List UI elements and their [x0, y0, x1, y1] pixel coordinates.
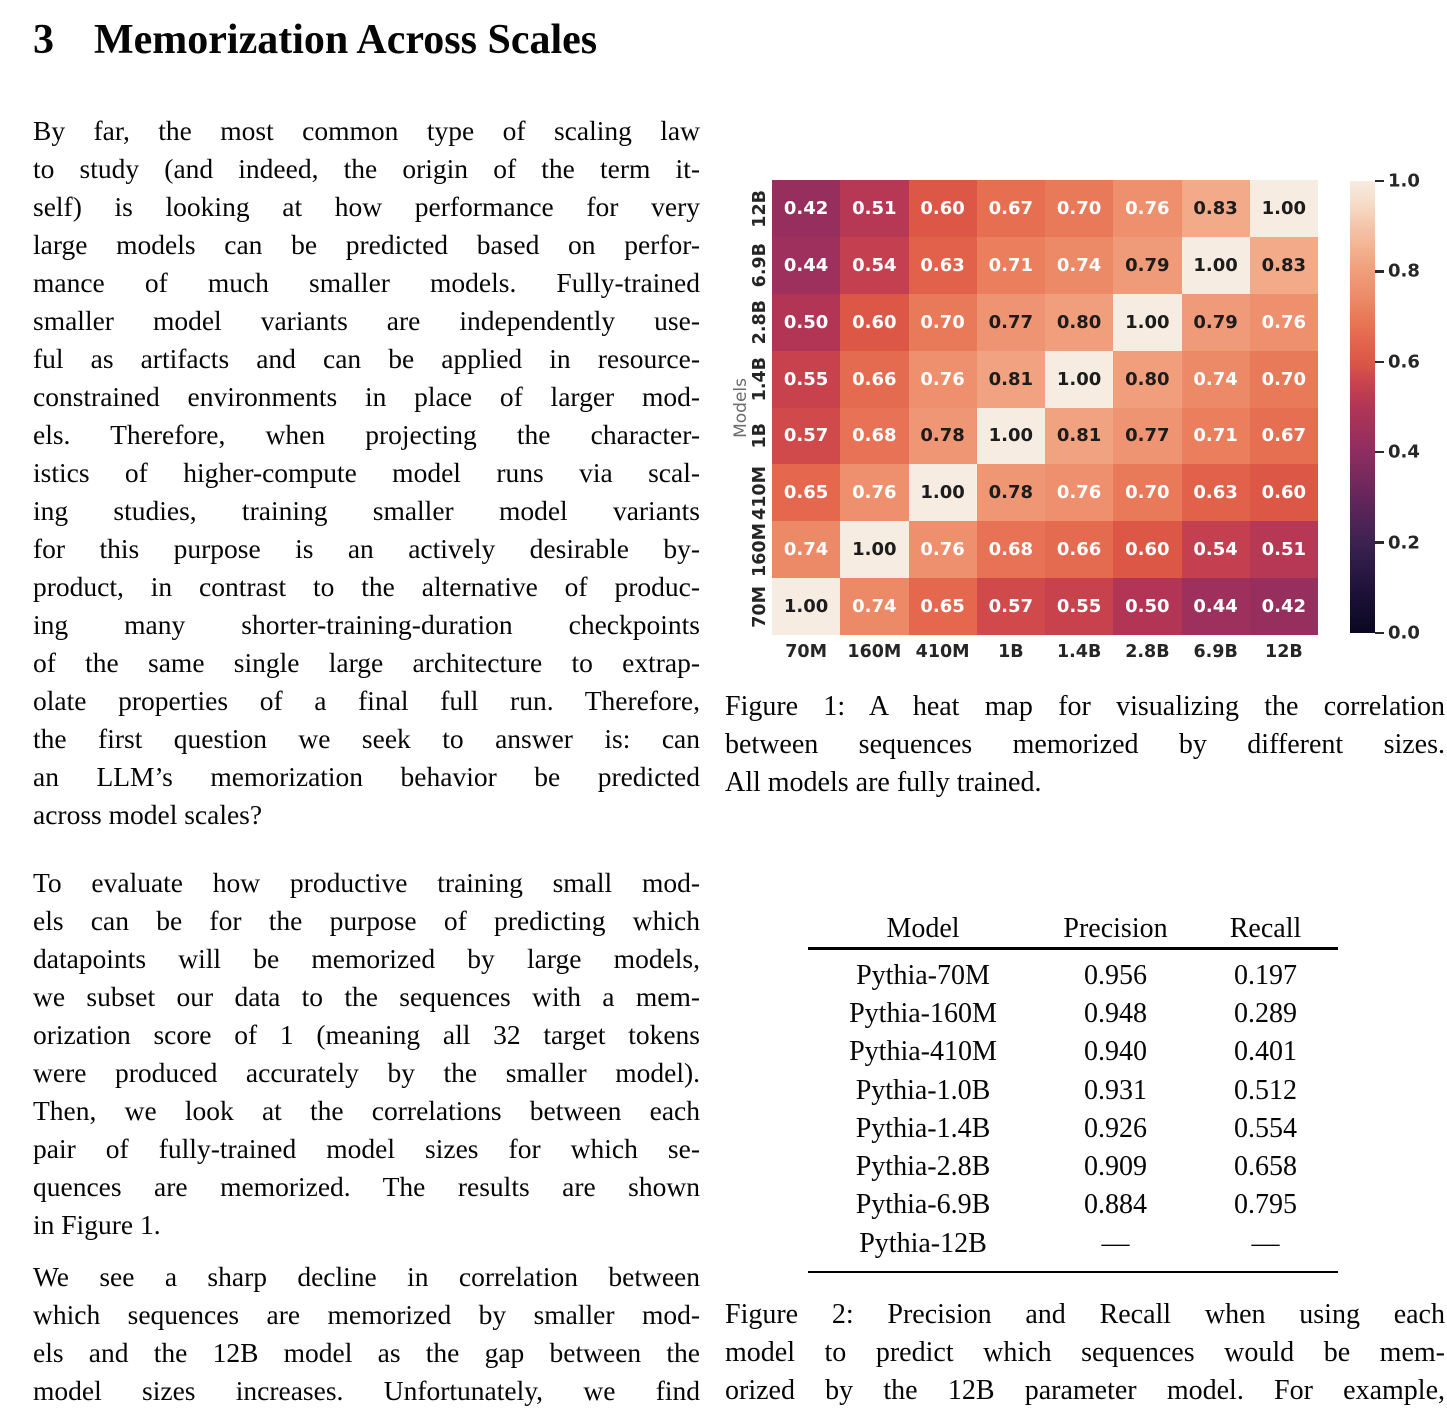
heatmap-cell: 0.76	[909, 351, 977, 408]
heatmap-y-tick	[749, 464, 771, 521]
text-line: Figure 1: A heat map for visualizing the correlation	[725, 691, 1445, 722]
heatmap-y-tick-label: 1B	[750, 423, 770, 449]
heatmap-cell: 0.76	[840, 464, 908, 521]
text-line: model to predict which sequences would be mem-	[725, 1337, 1445, 1368]
text-line: an LLM’s memorization behavior be predicted	[33, 761, 700, 792]
heatmap-cell: 0.79	[1182, 294, 1250, 351]
text-line: quences are memorized. The results are shown	[33, 1171, 700, 1202]
table-row	[808, 1148, 1338, 1186]
table-row	[808, 1071, 1338, 1109]
heatmap-cell: 1.00	[1182, 237, 1250, 294]
heatmap-y-tick	[749, 294, 771, 351]
heatmap-cell: 0.81	[977, 351, 1045, 408]
heatmap-x-tick-label: 160M	[847, 642, 902, 662]
heatmap-cell: 0.70	[1113, 464, 1181, 521]
heatmap-cell: 0.42	[1250, 578, 1318, 635]
table-cell-model: Pythia-2.8B	[855, 1151, 991, 1183]
heatmap-y-tick-label: 6.9B	[750, 243, 770, 288]
heatmap-y-tick-label: 1.4B	[750, 356, 770, 402]
colorbar-tick-mark	[1375, 361, 1384, 364]
heatmap-cell: 0.63	[909, 237, 977, 294]
heatmap-y-tick-label: 410M	[750, 465, 770, 520]
heatmap-cell: 1.00	[1250, 180, 1318, 237]
colorbar-tick-label: 1.0	[1388, 170, 1420, 192]
colorbar-tick-mark	[1375, 632, 1384, 635]
heatmap-cell: 0.54	[1182, 521, 1250, 578]
heatmap-y-tick	[749, 237, 771, 294]
text-line: in Figure 1.	[33, 1209, 161, 1240]
table-cell-model: Pythia-70M	[856, 959, 990, 991]
text-line: els can be for the purpose of predicting which	[33, 905, 700, 936]
table-row	[808, 1186, 1338, 1224]
heatmap-cell: 0.57	[977, 578, 1045, 635]
heatmap-x-tick-label: 70M	[785, 642, 828, 662]
table-header-cell: Recall	[1229, 912, 1302, 944]
text-line: By far, the most common type of scaling law	[33, 115, 700, 146]
text-line: large models can be predicted based on perfor-	[33, 229, 700, 260]
heatmap-y-tick	[749, 521, 771, 578]
text-line: All models are fully trained.	[725, 767, 1042, 798]
heatmap-cell: 0.78	[909, 408, 977, 465]
heatmap-cell: 0.50	[1113, 578, 1181, 635]
heatmap-y-tick	[749, 351, 771, 408]
table-row	[808, 957, 1338, 995]
heatmap-cell: 0.76	[1250, 294, 1318, 351]
colorbar-tick-label: 0.2	[1388, 532, 1420, 554]
heatmap-cell: 0.76	[1113, 180, 1181, 237]
body-paragraph-3	[33, 1258, 700, 1410]
heatmap-x-tick-label: 6.9B	[1193, 642, 1238, 662]
text-line: Then, we look at the correlations between each	[33, 1095, 700, 1126]
heatmap-y-tick-label: 12B	[750, 189, 770, 228]
heatmap-cell: 0.60	[840, 294, 908, 351]
heatmap-cell: 0.70	[1250, 351, 1318, 408]
colorbar-tick-mark	[1375, 541, 1384, 544]
text-line: mance of much smaller models. Fully-trained	[33, 267, 700, 298]
section-heading	[33, 16, 597, 64]
heatmap-cell: 0.67	[1250, 408, 1318, 465]
heatmap-cell: 0.71	[977, 237, 1045, 294]
table-cell-recall: 0.289	[1234, 997, 1297, 1029]
table-cell-precision: 0.931	[1084, 1074, 1147, 1106]
heatmap-cell: 0.66	[840, 351, 908, 408]
text-line: constrained environments in place of larger mod-	[33, 381, 700, 412]
text-line: istics of higher-compute model runs via scal-	[33, 457, 700, 488]
heatmap-y-tick-label: 160M	[750, 522, 770, 577]
text-line: model sizes increases. Unfortunately, we find	[33, 1375, 700, 1406]
heatmap-x-tick-label: 2.8B	[1125, 642, 1170, 662]
heatmap-cell: 0.51	[1250, 521, 1318, 578]
table-row	[808, 995, 1338, 1033]
heatmap-cell: 0.81	[1045, 408, 1113, 465]
colorbar-tick-mark	[1375, 270, 1384, 273]
text-line: of the same single large architecture to extrap-	[33, 647, 700, 678]
heatmap-cell: 1.00	[840, 521, 908, 578]
heatmap-cell: 0.77	[1113, 408, 1181, 465]
table-row	[808, 1225, 1338, 1263]
text-line: ing studies, training smaller model variants	[33, 495, 700, 526]
text-line: datapoints will be memorized by large models,	[33, 943, 700, 974]
heatmap-y-tick-label: 70M	[750, 585, 770, 628]
heatmap-cell: 0.66	[1045, 521, 1113, 578]
table-cell-recall: —	[1251, 1227, 1280, 1259]
table-cell-model: Pythia-6.9B	[855, 1189, 991, 1221]
text-line: smaller model variants are independently use-	[33, 305, 700, 336]
text-line: orized by the 12B parameter model. For example,	[725, 1375, 1445, 1406]
text-line: were produced accurately by the smaller model).	[33, 1057, 700, 1088]
colorbar-tick-label: 0.8	[1388, 260, 1420, 282]
text-line: We see a sharp decline in correlation between	[33, 1261, 700, 1292]
heatmap-cell: 0.67	[977, 180, 1045, 237]
heatmap-cell: 0.60	[1113, 521, 1181, 578]
text-line: we subset our data to the sequences with a mem-	[33, 981, 700, 1012]
heatmap-cell: 1.00	[977, 408, 1045, 465]
heatmap-colorbar	[1350, 181, 1375, 633]
heatmap-x-tick-label: 12B	[1265, 642, 1303, 662]
heatmap-cell: 0.76	[1045, 464, 1113, 521]
table-cell-recall: 0.197	[1234, 959, 1297, 991]
heatmap-cell: 0.63	[1182, 464, 1250, 521]
heatmap-cell: 0.70	[1045, 180, 1113, 237]
text-line: product, in contrast to the alternative of produc-	[33, 571, 700, 602]
table-cell-model: Pythia-1.0B	[855, 1074, 991, 1106]
table-cell-recall: 0.795	[1234, 1189, 1297, 1221]
heatmap-x-tick-label: 1.4B	[1056, 642, 1102, 662]
heatmap-cell: 1.00	[772, 578, 840, 635]
heatmap-cell: 0.65	[772, 464, 840, 521]
colorbar-tick-label: 0.0	[1388, 622, 1420, 644]
heatmap-cell: 0.42	[772, 180, 840, 237]
heatmap-cell: 0.57	[772, 408, 840, 465]
table-cell-model: Pythia-1.4B	[855, 1112, 991, 1144]
table-cell-precision: 0.884	[1084, 1189, 1147, 1221]
heatmap-y-tick	[749, 578, 771, 635]
text-line: which sequences are memorized by smaller mod-	[33, 1299, 700, 1330]
heatmap-cell: 1.00	[1045, 351, 1113, 408]
heatmap-cell: 0.74	[772, 521, 840, 578]
heatmap-column-labels	[772, 640, 1318, 664]
heatmap-cell: 0.70	[909, 294, 977, 351]
heatmap-cell: 0.44	[1182, 578, 1250, 635]
text-line: across model scales?	[33, 799, 263, 830]
table-cell-recall: 0.658	[1234, 1151, 1297, 1183]
heatmap-cell: 0.68	[840, 408, 908, 465]
heatmap-cell: 0.60	[909, 180, 977, 237]
heatmap-cell: 0.71	[1182, 408, 1250, 465]
heatmap-cell: 0.83	[1182, 180, 1250, 237]
text-line: olate properties of a final full run. Therefore,	[33, 685, 700, 716]
heatmap-cell: 0.50	[772, 294, 840, 351]
colorbar-tick-mark	[1375, 451, 1384, 454]
heatmap-cell: 0.80	[1045, 294, 1113, 351]
table-cell-recall: 0.512	[1234, 1074, 1297, 1106]
table-cell-precision: 0.940	[1084, 1036, 1147, 1068]
heatmap-x-tick-label: 410M	[915, 642, 970, 662]
section-title-text: Memorization Across Scales	[94, 17, 598, 63]
heatmap-cell: 0.77	[977, 294, 1045, 351]
heatmap-cell: 0.68	[977, 521, 1045, 578]
heatmap-cell: 0.74	[1045, 237, 1113, 294]
heatmap-cell: 0.83	[1250, 237, 1318, 294]
table-bottom-rule	[808, 1271, 1338, 1274]
heatmap-cell: 0.65	[909, 578, 977, 635]
heatmap-x-tick-label: 1B	[998, 642, 1024, 662]
table-row	[808, 1033, 1338, 1071]
table-cell-model: Pythia-410M	[849, 1036, 997, 1068]
figure1-caption	[725, 688, 1445, 802]
text-line: ful as artifacts and can be applied in resource-	[33, 343, 700, 374]
body-paragraph-1	[33, 112, 700, 834]
heatmap-y-axis-label-text: Models	[731, 377, 751, 438]
text-line: orization score of 1 (meaning all 32 target tokens	[33, 1019, 700, 1050]
table-header-row	[808, 910, 1338, 947]
table-cell-precision: 0.956	[1084, 959, 1147, 991]
heatmap-cell: 0.80	[1113, 351, 1181, 408]
table-body	[808, 950, 1338, 1263]
text-line: between sequences memorized by different sizes.	[725, 729, 1445, 760]
heatmap-cell: 0.55	[1045, 578, 1113, 635]
heatmap-cell: 0.51	[840, 180, 908, 237]
colorbar-tick-mark	[1375, 180, 1384, 183]
table-cell-precision: —	[1101, 1227, 1130, 1259]
colorbar-tick-label: 0.4	[1388, 441, 1420, 463]
section-number: 3	[33, 17, 54, 63]
table-cell-model: Pythia-12B	[859, 1227, 987, 1259]
text-line: To evaluate how productive training small mod-	[33, 867, 700, 898]
heatmap-cell: 0.78	[977, 464, 1045, 521]
heatmap-row-labels	[749, 180, 771, 635]
heatmap-cell: 0.60	[1250, 464, 1318, 521]
text-line: for this purpose is an actively desirable by-	[33, 533, 700, 564]
table-cell-model: Pythia-160M	[849, 997, 997, 1029]
table-cell-precision: 0.909	[1084, 1151, 1147, 1183]
heatmap-cell: 0.74	[1182, 351, 1250, 408]
body-paragraph-2	[33, 864, 700, 1244]
figure2-caption	[725, 1296, 1445, 1410]
heatmap-y-axis-label	[731, 180, 751, 635]
text-line: els. Therefore, when projecting the character-	[33, 419, 700, 450]
colorbar-tick-label: 0.6	[1388, 351, 1420, 373]
precision-recall-table	[808, 910, 1338, 1273]
table-header-cell: Model	[886, 912, 960, 944]
heatmap-cell: 0.54	[840, 237, 908, 294]
text-line: ing many shorter-training-duration checkpoints	[33, 609, 700, 640]
heatmap-cell: 1.00	[909, 464, 977, 521]
text-line: to study (and indeed, the origin of the term it-	[33, 153, 700, 184]
table-cell-recall: 0.401	[1234, 1036, 1297, 1068]
heatmap-cell: 0.76	[909, 521, 977, 578]
heatmap-cell: 0.74	[840, 578, 908, 635]
table-header-cell: Precision	[1063, 912, 1168, 944]
text-line: els and the 12B model as the gap between the	[33, 1337, 700, 1368]
heatmap-y-tick-label: 2.8B	[750, 300, 770, 345]
table-cell-precision: 0.926	[1084, 1112, 1147, 1144]
text-line: self) is looking at how performance for very	[33, 191, 700, 222]
heatmap-cell: 1.00	[1113, 294, 1181, 351]
table-row	[808, 1110, 1338, 1148]
table-cell-precision: 0.948	[1084, 997, 1147, 1029]
heatmap-y-tick	[749, 180, 771, 237]
heatmap-y-tick	[749, 408, 771, 465]
text-line: the first question we seek to answer is: can	[33, 723, 700, 754]
text-line: Figure 2: Precision and Recall when using each	[725, 1299, 1445, 1330]
heatmap-cell: 0.55	[772, 351, 840, 408]
heatmap-grid	[772, 180, 1318, 635]
heatmap-cell: 0.79	[1113, 237, 1181, 294]
text-line: pair of fully-trained model sizes for which se-	[33, 1133, 700, 1164]
heatmap-cell: 0.44	[772, 237, 840, 294]
table-cell-recall: 0.554	[1234, 1112, 1297, 1144]
